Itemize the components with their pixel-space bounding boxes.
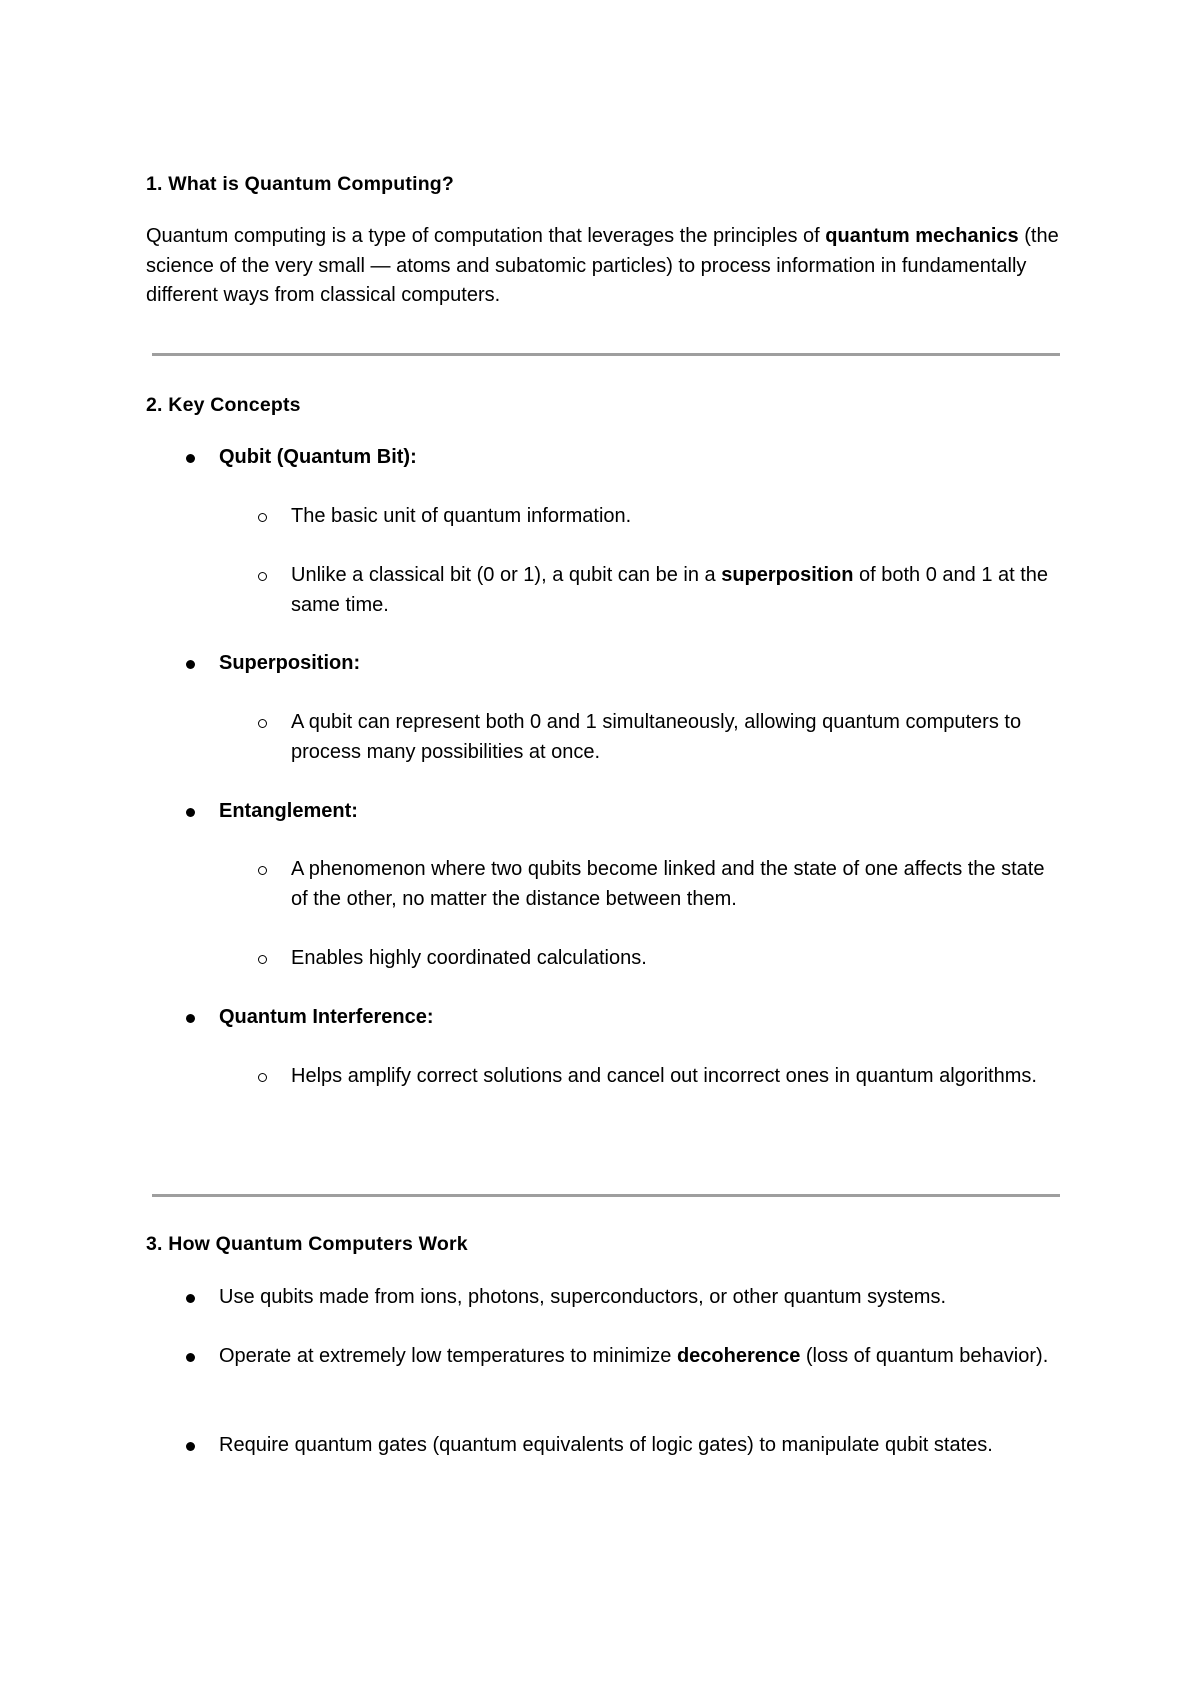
bullet-dot-icon (186, 454, 195, 463)
section-divider (152, 353, 1060, 356)
sub-item-text: Helps amplify correct solutions and cancel out incorrect ones in quantum algorithms. (291, 1065, 1037, 1087)
intro-paragraph (146, 222, 1066, 311)
hollow-bullet-icon (258, 955, 267, 964)
list-item-text: Use qubits made from ions, photons, superconductors, or other quantum systems. (219, 1286, 947, 1308)
concept-title-qubit: Qubit (Quantum Bit): (219, 446, 417, 468)
list-item-text: Require quantum gates (quantum equivalents of logic gates) to manipulate qubit states. (219, 1434, 993, 1456)
bullet-dot-icon (186, 1294, 195, 1303)
hollow-bullet-icon (258, 866, 267, 875)
sub-item-text-start: Unlike a classical bit (0 or 1), a qubit can be in a (291, 564, 722, 586)
concept-title-superposition: Superposition: (219, 652, 361, 674)
sub-item-text-end: of both 0 and 1 at the same time. (291, 564, 1049, 616)
bullet-dot-icon (186, 1442, 195, 1451)
hollow-bullet-icon (258, 513, 267, 522)
intro-text-end: (the science of the very small — atoms and subatomic particles) to process information in fundamentally different ways from classical computers. (146, 225, 1059, 306)
hollow-bullet-icon (258, 1073, 267, 1082)
hollow-bullet-icon (258, 719, 267, 728)
intro-text-start: Quantum computing is a type of computation that leverages the principles of (146, 225, 826, 247)
bullet-dot-icon (186, 660, 195, 669)
concept-title-quantum-interference: Quantum Interference: (219, 1006, 434, 1028)
list-item-text-end: (loss of quantum behavior). (800, 1345, 1049, 1367)
section-heading-key-concepts: 2. Key Concepts (146, 394, 301, 416)
intro-bold-quantum-mechanics: quantum mechanics (825, 225, 1019, 247)
bullet-dot-icon (186, 1353, 195, 1362)
section-divider (152, 1194, 1060, 1197)
sub-item-text: A qubit can represent both 0 and 1 simultaneously, allowing quantum computers to process many possibilities at once. (291, 711, 1022, 763)
sub-item-text: Enables highly coordinated calculations. (291, 947, 647, 969)
concept-title-entanglement: Entanglement: (219, 800, 358, 822)
bold-decoherence: decoherence (676, 1345, 801, 1367)
section-heading-how-quantum-computers-work: 3. How Quantum Computers Work (146, 1233, 468, 1255)
bullet-dot-icon (186, 1014, 195, 1023)
bold-superposition: superposition (721, 564, 854, 586)
sub-item-text (291, 561, 1066, 620)
section-heading-what-is-quantum-computing: 1. What is Quantum Computing? (146, 173, 455, 195)
sub-item-text: The basic unit of quantum information. (291, 505, 632, 527)
bullet-dot-icon (186, 808, 195, 817)
list-item-text (219, 1342, 1066, 1372)
list-item-text-start: Operate at extremely low temperatures to minimize (219, 1345, 677, 1367)
hollow-bullet-icon (258, 572, 267, 581)
sub-item-text: A phenomenon where two qubits become linked and the state of one affects the state of the other, no matter the distance between them. (291, 858, 1045, 910)
